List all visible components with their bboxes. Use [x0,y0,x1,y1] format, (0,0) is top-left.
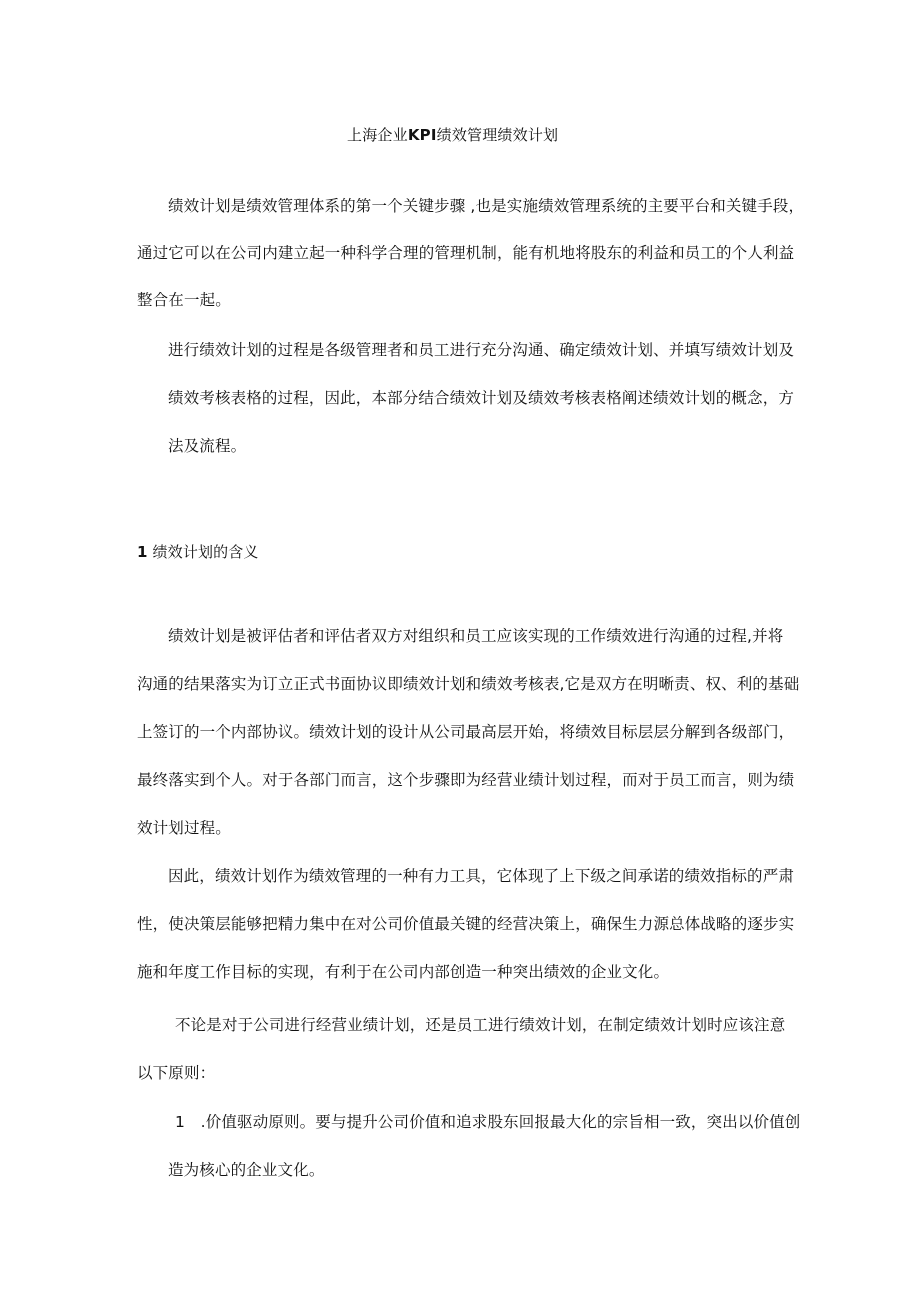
text-line: 施和年度工作目标的实现，有利于在公司内部创造一种突出绩效的企业文化。 [137,963,670,981]
text-line: 最终落实到个人。对于各部门而言，这个步骤即为经营业绩计划过程，而对于员工而言，则为绩 [137,771,795,789]
text-line: 绩效计划是被评估者和评估者双方对组织和员工应该实现的工作绩效进行沟通的过程,并将 [168,627,784,645]
text-line: 绩效考核表格的过程，因此，本部分结合绩效计划及绩效考核表格阐述绩效计划的概念，方 [168,389,795,407]
text-line: 整合在一起。 [137,291,231,309]
text-line: 绩效计划是绩效管理体系的第一个关键步骤 ,也是实施绩效管理系统的主要平台和关键手段， [168,197,805,215]
section-title: 绩效计划的含义 [152,543,259,561]
text-line: 沟通的结果落实为订立正式书面协议即绩效计划和绩效考核表,它是双方在明晰责、权、利的基础 [137,675,800,693]
text-line: 上签订的一个内部协议。绩效计划的设计从公司最高层开始，将绩效目标层层分解到各级部门， [137,723,795,741]
section-heading [137,542,259,562]
text-line: 造为核心的企业文化。 [168,1161,325,1179]
title-suffix: 绩效管理绩效计划 [436,126,559,144]
text-line: 通过它可以在公司内建立起一种科学合理的管理机制，能有机地将股东的利益和员工的个人利益 [137,244,795,262]
section-number: 1 [137,543,148,561]
text-line: 因此，绩效计划作为绩效管理的一种有力工具，它体现了上下级之间承诺的绩效指标的严肃 [168,867,795,885]
text-line: 以下原则： [137,1064,216,1082]
text-line: 不论是对于公司进行经营业绩计划，还是员工进行绩效计划，在制定绩效计划时应该注意 [175,1016,786,1034]
text-line: 性，使决策层能够把精力集中在对公司价值最关键的经营决策上，确保生力源总体战略的逐步实 [137,915,795,933]
text-line: 进行绩效计划的过程是各级管理者和员工进行充分沟通、确定绩效计划、并填写绩效计划及 [168,341,795,359]
text-line: 效计划过程。 [137,819,231,837]
text-line: 法及流程。 [168,437,247,455]
title-kpi: KPI [407,126,437,144]
title-prefix: 上海企业 [347,126,408,144]
document-title [347,125,558,145]
text-line: 1 .价值驱动原则。要与提升公司价值和追求股东回报最大化的宗旨相一致，突出以价值创 [175,1113,801,1131]
